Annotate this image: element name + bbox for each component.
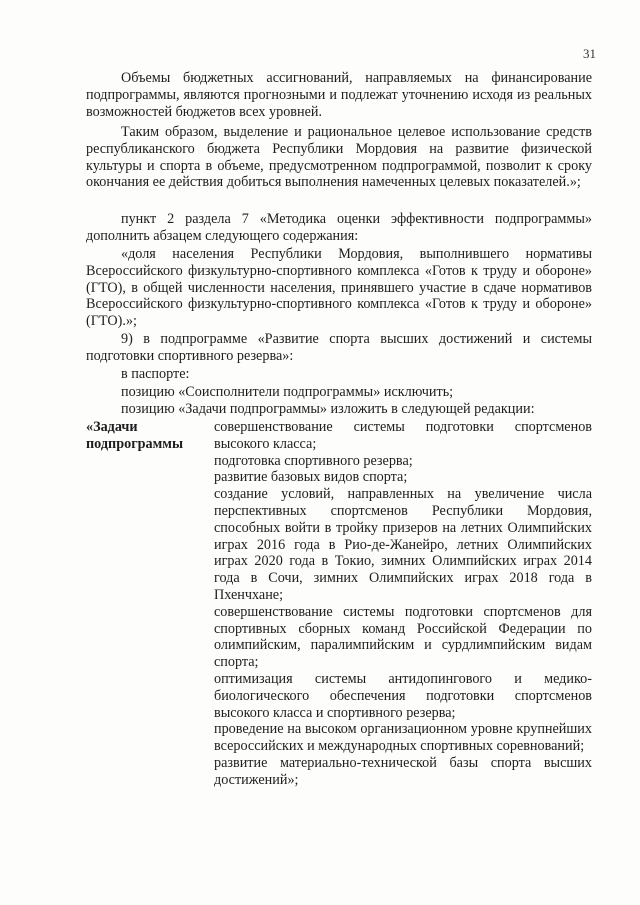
paragraph-methodology: пункт 2 раздела 7 «Методика оценки эффективности подпрограммы» дополнить абзацем следующего содержания:	[86, 211, 592, 244]
paragraph-budget: Объемы бюджетных ассигнований, направляемых на финансирование подпрограммы, являются прогнозными и подлежат уточнению исходя из реальных возможностей бюджетов всех уровней.	[86, 70, 592, 120]
task-item: совершенствование системы подготовки спортсменов для спортивных сборных команд Российской Федерации по олимпийским, паралимпийским и сурдлимпийским видам спорта;	[214, 603, 592, 671]
task-item: создание условий, направленных на увеличение числа перспективных спортсменов Республики Мордовия, способных войти в тройку призеров на летних Олимпийских играх 2016 года в Рио-де-Жанейро, летних Олимпийских играх 2020 года в Токио, зимних Олимпийских играх 2014 года в Сочи, зимних Олимпийских играх 2018 года в Пхенчхане;	[214, 486, 592, 603]
task-item: совершенствование системы подготовки спортсменов высокого класса;	[214, 419, 592, 452]
paragraph-conclusion: Таким образом, выделение и рациональное целевое использование средств республиканского бюджета Республики Мордовия на развитие физической культуры и спорта в объеме, предусмотренном подпрограммой, позволит к сроку окончания ее действия добиться выполнения намеченных целевых показателей.»;	[86, 124, 592, 191]
line-coexecutors: позицию «Соисполнители подпрограммы» исключить;	[121, 384, 454, 400]
tasks-label: «Задачи подпрограммы	[86, 419, 184, 452]
task-item: проведение на высоком организационном уровне крупнейших всероссийских и международных спортивных соревнований;	[214, 721, 592, 755]
paragraph-gto-share: «доля населения Республики Мордовия, выполнившего нормативы Всероссийского физкультурно-спортивного комплекса «Готов к труду и обороне» (ГТО), в общей численности населения, принявшего участие в сдаче нормативов Всероссийского физкультурно-спортивного комплекса «Готов к труду и обороне» (ГТО).»;	[86, 246, 592, 330]
tasks-list	[214, 419, 592, 789]
line-passport: в паспорте:	[121, 366, 190, 382]
line-tasks-edit: позицию «Задачи подпрограммы» изложить в следующей редакции:	[121, 401, 535, 417]
task-item: подготовка спортивного резерва;	[214, 452, 413, 469]
page-number: 31	[583, 46, 596, 61]
task-item: оптимизация системы антидопингового и медико-биологического обеспечения подготовки спортсменов высокого класса и спортивного резерва;	[214, 670, 592, 721]
paragraph-subprogram-9: 9) в подпрограмме «Развитие спорта высших достижений и системы подготовки спортивного резерва»:	[86, 331, 592, 364]
task-item: развитие базовых видов спорта;	[214, 469, 408, 486]
task-item: развитие материально-технической базы спорта высших достижений»;	[214, 754, 592, 788]
